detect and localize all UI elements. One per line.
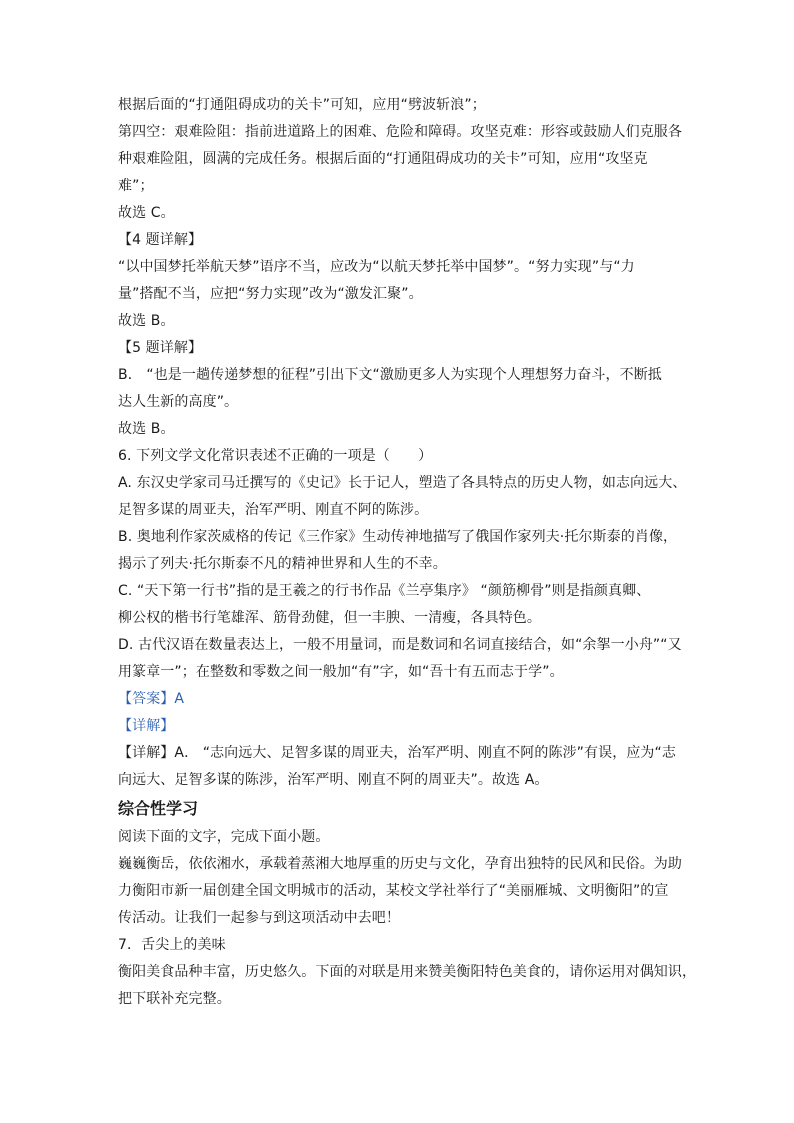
option-d-cont: 用篆章一”；在整数和零数之间一般加“有”字，如“吾十有五而志于学”。 [118,664,564,680]
text-line: 量”搭配不当，应把“努力实现”改为“激发汇聚”。 [118,286,423,302]
text-line: 阅读下面的文字，完成下面小题。 [118,829,330,845]
text-line: “以中国梦托举航天梦”语序不当，应改为“以航天梦托举中国梦”。“努力实现”与“力 [118,259,635,275]
option-d: D. 古代汉语在数量表达上，一般不用量词，而是数词和名词直接结合，如“余挐一小舟”“又 [118,637,682,653]
option-b-cont: 揭示了列夫·托尔斯泰不凡的精神世界和人生的不幸。 [118,556,447,572]
text-line: 故选 B。 [118,313,175,329]
text-line: 根据后面的“打通阻碍成功的关卡”可知，应用“劈波斩浪”； [118,97,486,113]
option-b: B. 奥地利作家茨威格的传记《三作家》生动传神地描写了俄国作家列夫·托尔斯泰的肖像， [118,529,678,545]
text-line: 衡阳美食品种丰富，历史悠久。下面的对联是用来赞美衡阳特色美食的，请你运用对偶知识， [118,964,697,980]
section-title: 综合性学习 [118,799,199,818]
question-6: 6. 下列文学文化常识表述不正确的一项是（ ） [118,448,433,464]
document-page [118,92,697,1013]
question-7: 7．舌尖上的美味 [118,937,226,953]
option-c: C. “天下第一行书”指的是王羲之的行书作品《兰亭集序》 “颜筋柳骨”则是指颜真卿、 [118,583,651,599]
subsection-heading-4: 【4 题详解】 [118,232,203,248]
text-line: 达人生新的高度”。 [118,394,239,410]
explanation-heading: 【详解】 [118,718,175,734]
text-line: 巍巍衡岳，依依湘水，承载着蒸湘大地厚重的历史与文化，孕育出独特的民风和民俗。为助 [118,856,682,872]
option-c-cont: 柳公权的楷书行笔雄浑、筋骨劲健，但一丰腴、一清瘦，各具特色。 [118,610,541,626]
text-line: 力衡阳市新一届创建全国文明城市的活动，某校文学社举行了“美丽雁城、文明衡阳”的宣 [118,883,669,899]
subsection-heading-5: 【5 题详解】 [118,340,203,356]
text-line: 把下联补充完整。 [118,991,231,1007]
text-line: B． “也是一趟传递梦想的征程”引出下文“激励更多人为实现个人理想努力奋斗，不断抵 [118,367,662,383]
text-line: 难”； [118,178,154,194]
answer-line: 【答案】A [118,691,185,707]
text-line: 传活动。让我们一起参与到这项活动中去吧！ [118,910,400,926]
explanation-line: 【详解】A． “志向远大、足智多谋的周亚夫，治军严明、刚直不阿的陈涉”有误，应为“志 [118,745,676,761]
text-line: 故选 C。 [118,205,175,221]
option-a: A. 东汉史学家司马迁撰写的《史记》长于记人，塑造了各具特点的历史人物，如志向远大、 [118,475,687,491]
text-line: 第四空：艰难险阻：指前进道路上的困难、危险和障碍。攻坚克难：形容或鼓励人们克服各 [118,124,682,140]
text-line: 种艰难险阻，圆满的完成任务。根据后面的“打通阻碍成功的关卡”可知，应用“攻坚克 [118,151,648,167]
option-a-cont: 足智多谋的周亚夫，治军严明、刚直不阿的陈涉。 [118,502,429,518]
text-line: 故选 B。 [118,421,175,437]
explanation-line: 向远大、足智多谋的陈涉，治军严明、刚直不阿的周亚夫”。故选 A。 [118,772,549,788]
